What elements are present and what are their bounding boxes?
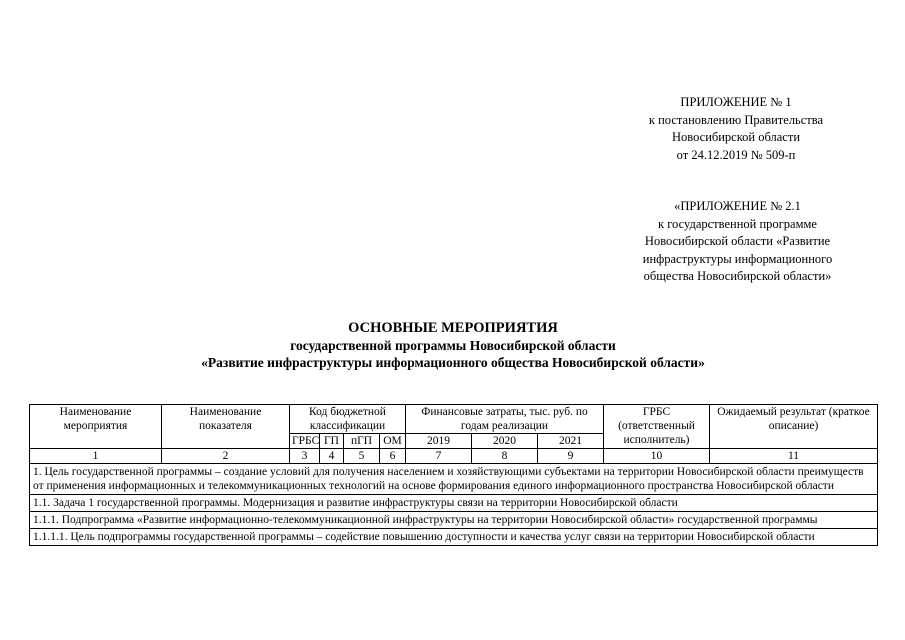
column-number: 10 bbox=[604, 449, 710, 464]
measures-table bbox=[29, 404, 878, 546]
header-budget-code: Код бюджетной классификации bbox=[290, 405, 406, 434]
subprogram-row: 1.1.1. Подпрограмма «Развитие информационно-телекоммуникационной инфраструктуры на территории Новосибирской области» государственной программы bbox=[30, 512, 878, 529]
column-number: 5 bbox=[344, 449, 380, 464]
column-number: 6 bbox=[380, 449, 406, 464]
column-number: 9 bbox=[538, 449, 604, 464]
column-number: 11 bbox=[710, 449, 878, 464]
header-row bbox=[30, 405, 878, 434]
subheader-year-2020: 2020 bbox=[472, 434, 538, 449]
annex-1-line: от 24.12.2019 № 509-п bbox=[676, 147, 796, 162]
table-row bbox=[30, 512, 878, 529]
subheader-grbs: ГРБС bbox=[290, 434, 320, 449]
column-number: 3 bbox=[290, 449, 320, 464]
title-program-name: «Развитие инфраструктуры информационного общества Новосибирской области» bbox=[201, 355, 705, 370]
annex-1-line: к постановлению Правительства bbox=[648, 112, 824, 127]
title-main: ОСНОВНЫЕ МЕРОПРИЯТИЯ bbox=[348, 320, 558, 336]
annex-2-1-line: инфраструктуры информационного bbox=[642, 251, 833, 266]
program-goal-row: 1. Цель государственной программы – создание условий для получения населением и хозяйствующими субъектами на территории Новосибирской области преимуществ от применения информационных и телекоммуникационных технологий на основе формирования единого информационного пространства Новосибирской области bbox=[30, 464, 878, 495]
annex-2-1-line: общества Новосибирской области» bbox=[643, 269, 832, 283]
header-measure-name: Наименование мероприятия bbox=[30, 405, 162, 449]
subheader-pgp: пГП bbox=[344, 434, 380, 449]
annex-2-1-line: к государственной программе bbox=[658, 216, 817, 231]
column-number: 2 bbox=[162, 449, 290, 464]
column-number: 4 bbox=[320, 449, 344, 464]
document-title bbox=[60, 319, 846, 371]
task-row: 1.1. Задача 1 государственной программы. Модернизация и развитие инфраструктуры связи на территории Новосибирской области bbox=[30, 495, 878, 512]
header-expected-result: Ожидаемый результат (краткое описание) bbox=[710, 405, 878, 449]
table-row bbox=[30, 529, 878, 546]
header-indicator-name: Наименование показателя bbox=[162, 405, 290, 449]
header-grbs: ГРБС (ответственный исполнитель) bbox=[604, 405, 710, 449]
column-number: 8 bbox=[472, 449, 538, 464]
column-numbers-row bbox=[30, 449, 878, 464]
subheader-year-2019: 2019 bbox=[406, 434, 472, 449]
header-financial-costs: Финансовые затраты, тыс. руб. по годам реализации bbox=[406, 405, 604, 434]
table-row bbox=[30, 495, 878, 512]
column-number: 1 bbox=[30, 449, 162, 464]
subheader-year-2021: 2021 bbox=[538, 434, 604, 449]
annex-2-1-block bbox=[610, 198, 865, 286]
annex-1-line: ПРИЛОЖЕНИЕ № 1 bbox=[680, 95, 792, 109]
subprogram-goal-row: 1.1.1.1. Цель подпрограммы государственной программы – содействие повышению доступности и качества услуг связи на территории Новосибирской области bbox=[30, 529, 878, 546]
annex-1-line: Новосибирской области bbox=[671, 130, 801, 144]
annex-2-1-line: Новосибирской области «Развитие bbox=[644, 234, 831, 248]
column-number: 7 bbox=[406, 449, 472, 464]
table-row bbox=[30, 464, 878, 495]
annex-2-1-line: «ПРИЛОЖЕНИЕ № 2.1 bbox=[674, 199, 801, 213]
subheader-gp: ГП bbox=[320, 434, 344, 449]
title-program: государственной программы Новосибирской области bbox=[290, 338, 616, 353]
annex-1-block bbox=[616, 94, 856, 164]
subheader-om: ОМ bbox=[380, 434, 406, 449]
